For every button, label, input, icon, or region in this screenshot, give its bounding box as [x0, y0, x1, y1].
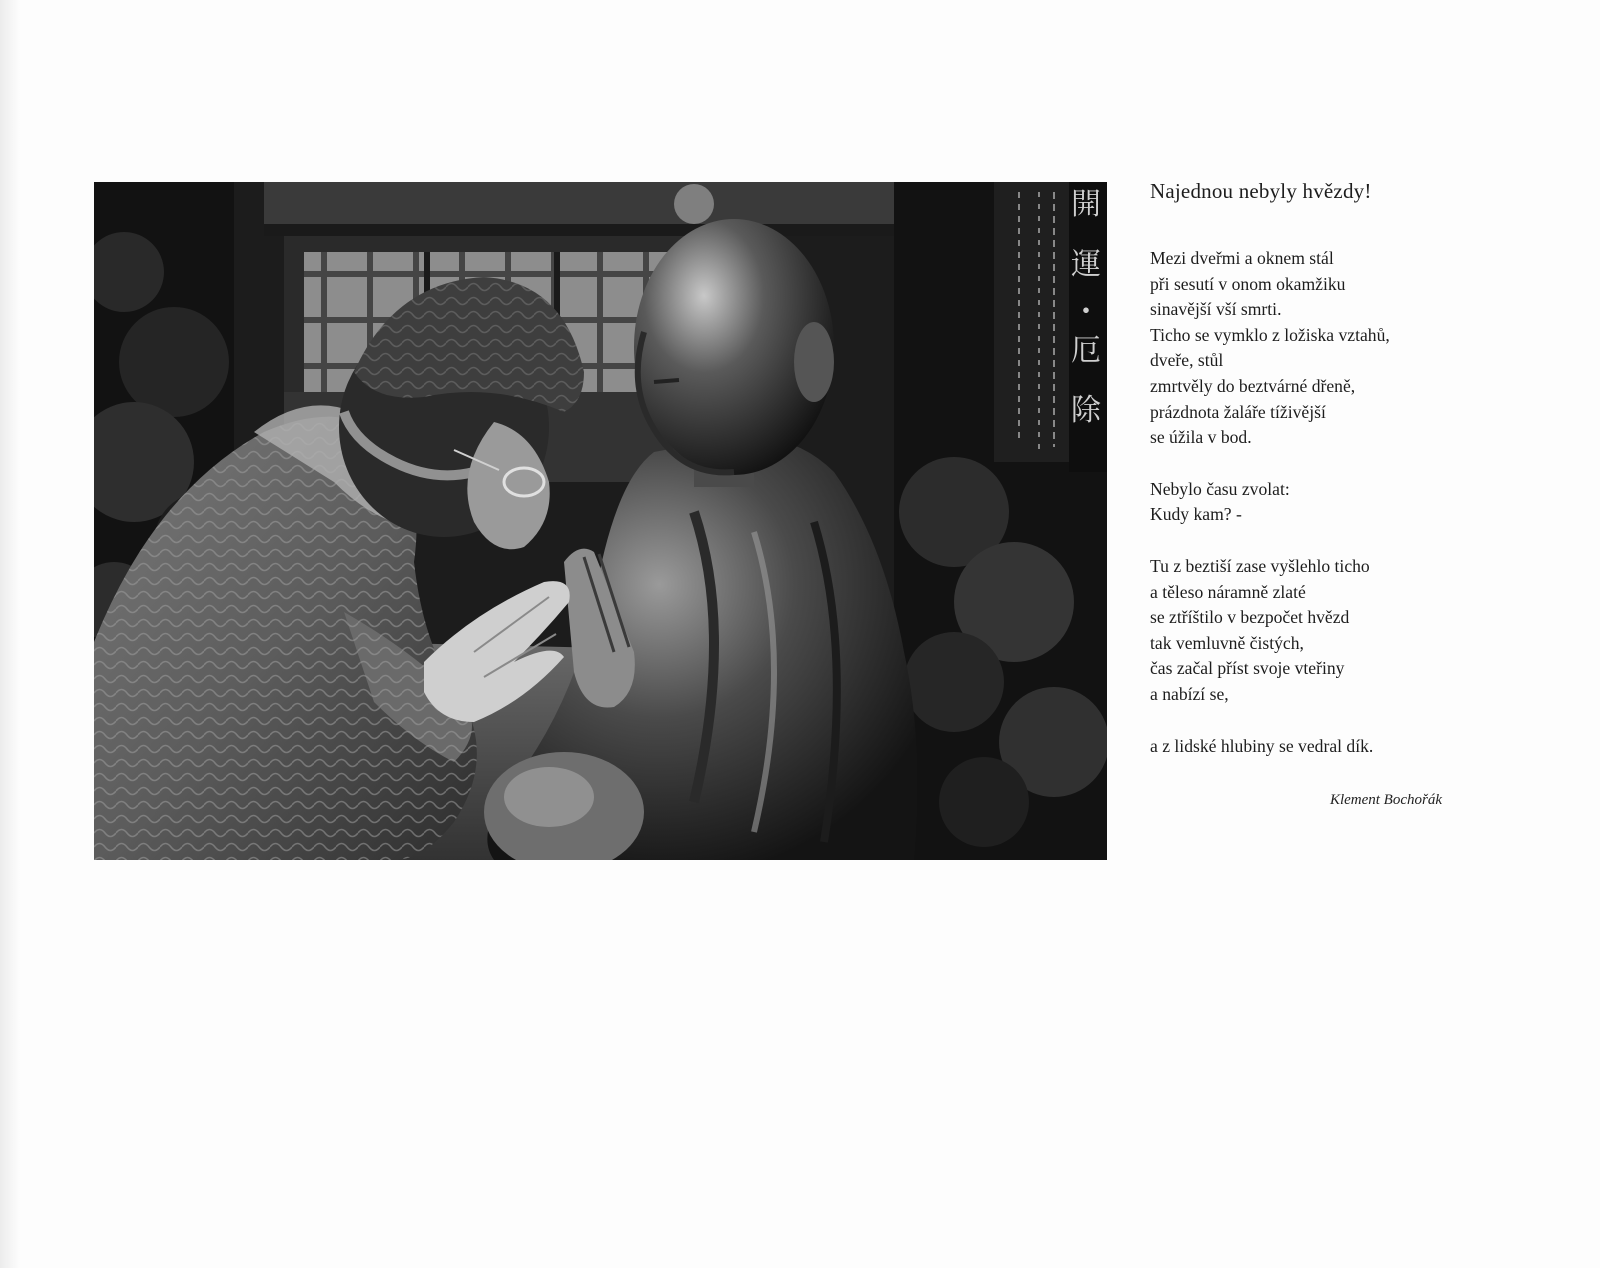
poem: [1150, 176, 1570, 785]
poem-author: Klement Bochořák: [1329, 792, 1442, 808]
poem-line: Nebylo času zvolat:: [1150, 478, 1290, 499]
poem-line: Mezi dveřmi a oknem stál: [1150, 248, 1334, 268]
poem-line: sinavější vší smrti.: [1150, 299, 1282, 320]
poem-line: při sesutí v onom okamžiku: [1150, 273, 1346, 294]
poem-line: a těleso náramně zlaté: [1150, 581, 1306, 602]
poem-line: a nabízí se,: [1150, 683, 1229, 704]
svg-text:開: 開: [1071, 187, 1101, 222]
poem-stanza: [1150, 734, 1570, 760]
poem-line: Tu z beztiší zase vyšlehlo ticho: [1150, 555, 1370, 576]
poem-line: prázdnota žaláře tíživější: [1150, 401, 1326, 422]
svg-text:除: 除: [1071, 393, 1101, 428]
photo-illustration: [94, 182, 1107, 860]
poem-line: Ticho se vymklo z ložiska vztahů,: [1150, 324, 1390, 345]
poem-stanza: [1150, 246, 1570, 451]
poem-line: tak vemluvně čistých,: [1150, 632, 1304, 653]
poem-stanza: [1150, 554, 1570, 708]
poem-line: a z lidské hlubiny se vedral dík.: [1150, 735, 1374, 756]
page-edge-shadow: [0, 0, 20, 1268]
svg-text:厄: 厄: [1071, 333, 1101, 368]
poem-line: dveře, stůl: [1150, 350, 1224, 371]
poem-line: se úžila v bod.: [1150, 427, 1252, 448]
poem-line: se ztříštilo v bezpočet hvězd: [1150, 607, 1350, 628]
photograph-woman-bowing-to-statue: [94, 182, 1107, 860]
poem-line: Kudy kam? -: [1150, 504, 1242, 525]
poem-line: čas začal příst svoje vteřiny: [1150, 658, 1345, 679]
poem-stanza: [1150, 477, 1570, 528]
poem-title: Najednou nebyly hvězdy!: [1150, 179, 1372, 203]
svg-text:・: ・: [1071, 295, 1101, 330]
svg-text:運: 運: [1071, 247, 1101, 282]
poem-line: zmrtvěly do beztvárné dřeně,: [1150, 375, 1356, 396]
